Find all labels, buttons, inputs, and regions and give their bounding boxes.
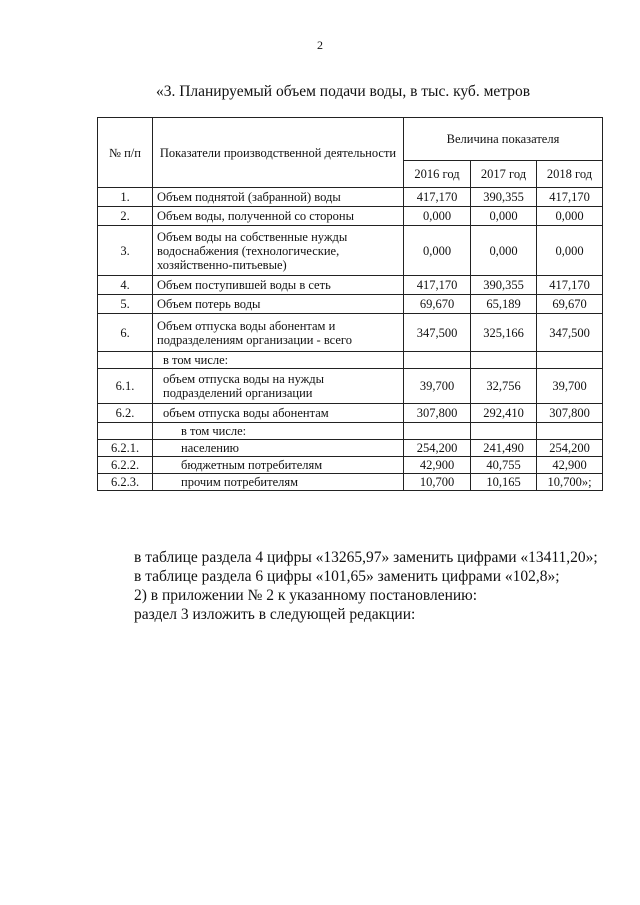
- table-row: [98, 423, 603, 440]
- table-row: [98, 226, 603, 276]
- value-2017: [471, 423, 537, 440]
- table-row: [98, 207, 603, 226]
- header-year-2017: 2017 год: [471, 161, 537, 188]
- table-row: [98, 188, 603, 207]
- row-number: 6.2.3.: [98, 474, 153, 491]
- value-2016: 254,200: [404, 440, 471, 457]
- value-2018: 254,200: [537, 440, 603, 457]
- row-number: 6.1.: [98, 369, 153, 404]
- value-2018: 0,000: [537, 207, 603, 226]
- value-2018: 0,000: [537, 226, 603, 276]
- value-2017: 40,755: [471, 457, 537, 474]
- row-number: [98, 352, 153, 369]
- value-2017: 390,355: [471, 276, 537, 295]
- row-label: Объем воды на собственные нужды водоснабжения (технологические, хозяйственно-питьевые): [153, 226, 404, 276]
- value-2018: 417,170: [537, 188, 603, 207]
- value-2016: 0,000: [404, 226, 471, 276]
- row-label: в том числе:: [153, 423, 404, 440]
- amendment-text: [134, 548, 614, 624]
- value-2017: [471, 352, 537, 369]
- row-number: 1.: [98, 188, 153, 207]
- table-row: [98, 352, 603, 369]
- table-row: [98, 404, 603, 423]
- table-row: [98, 457, 603, 474]
- row-number: 6.2.2.: [98, 457, 153, 474]
- value-2018: 307,800: [537, 404, 603, 423]
- value-2016: 0,000: [404, 207, 471, 226]
- table-body: [98, 188, 603, 491]
- header-num: № п/п: [98, 118, 153, 188]
- row-label: Объем отпуска воды абонентам и подразделениям организации - всего: [153, 314, 404, 352]
- row-label: населению: [153, 440, 404, 457]
- amendment-line: в таблице раздела 4 цифры «13265,97» заменить цифрами «13411,20»;: [134, 549, 598, 566]
- amendment-line: 2) в приложении № 2 к указанному постановлению:: [134, 587, 478, 604]
- value-2017: 0,000: [471, 226, 537, 276]
- amendment-line: раздел 3 изложить в следующей редакции:: [134, 606, 416, 623]
- value-2016: [404, 352, 471, 369]
- row-number: 4.: [98, 276, 153, 295]
- row-label: объем отпуска воды абонентам: [153, 404, 404, 423]
- value-2017: 325,166: [471, 314, 537, 352]
- row-label: Объем поступившей воды в сеть: [153, 276, 404, 295]
- row-number: 3.: [98, 226, 153, 276]
- row-label: Объем потерь воды: [153, 295, 404, 314]
- value-2018: [537, 423, 603, 440]
- row-number: [98, 423, 153, 440]
- value-2017: 10,165: [471, 474, 537, 491]
- row-number: 6.2.: [98, 404, 153, 423]
- row-label: Объем воды, полученной со стороны: [153, 207, 404, 226]
- header-year-2016: 2016 год: [404, 161, 471, 188]
- row-label: Объем поднятой (забранной) воды: [153, 188, 404, 207]
- value-2017: 65,189: [471, 295, 537, 314]
- row-number: 6.: [98, 314, 153, 352]
- header-year-2018: 2018 год: [537, 161, 603, 188]
- row-label: прочим потребителям: [153, 474, 404, 491]
- value-2018: [537, 352, 603, 369]
- header-indicators: Показатели производственной деятельности: [153, 118, 404, 188]
- table-row: [98, 474, 603, 491]
- value-2017: 390,355: [471, 188, 537, 207]
- table-row: [98, 440, 603, 457]
- value-2018: 347,500: [537, 314, 603, 352]
- value-2016: 307,800: [404, 404, 471, 423]
- table-row: [98, 276, 603, 295]
- value-2018: 69,670: [537, 295, 603, 314]
- row-label: бюджетным потребителям: [153, 457, 404, 474]
- value-2018: 417,170: [537, 276, 603, 295]
- value-2016: 39,700: [404, 369, 471, 404]
- value-2016: 69,670: [404, 295, 471, 314]
- header-value: Величина показателя: [404, 118, 603, 161]
- value-2018: 10,700»;: [537, 474, 603, 491]
- value-2017: 241,490: [471, 440, 537, 457]
- row-number: 5.: [98, 295, 153, 314]
- value-2016: 10,700: [404, 474, 471, 491]
- row-number: 6.2.1.: [98, 440, 153, 457]
- value-2016: 347,500: [404, 314, 471, 352]
- row-label: объем отпуска воды на нужды подразделений организации: [153, 369, 404, 404]
- page-number: 2: [317, 38, 323, 52]
- section-title: «3. Планируемый объем подачи воды, в тыс. куб. метров: [155, 83, 531, 100]
- value-2018: 42,900: [537, 457, 603, 474]
- value-2017: 292,410: [471, 404, 537, 423]
- amendment-line: в таблице раздела 6 цифры «101,65» заменить цифрами «102,8»;: [134, 568, 560, 585]
- value-2017: 0,000: [471, 207, 537, 226]
- row-number: 2.: [98, 207, 153, 226]
- water-supply-table: [97, 117, 603, 491]
- value-2016: 417,170: [404, 276, 471, 295]
- table-row: [98, 314, 603, 352]
- value-2016: 417,170: [404, 188, 471, 207]
- table-row: [98, 369, 603, 404]
- value-2018: 39,700: [537, 369, 603, 404]
- value-2017: 32,756: [471, 369, 537, 404]
- value-2016: 42,900: [404, 457, 471, 474]
- row-label: в том числе:: [153, 352, 404, 369]
- value-2016: [404, 423, 471, 440]
- table-row: [98, 295, 603, 314]
